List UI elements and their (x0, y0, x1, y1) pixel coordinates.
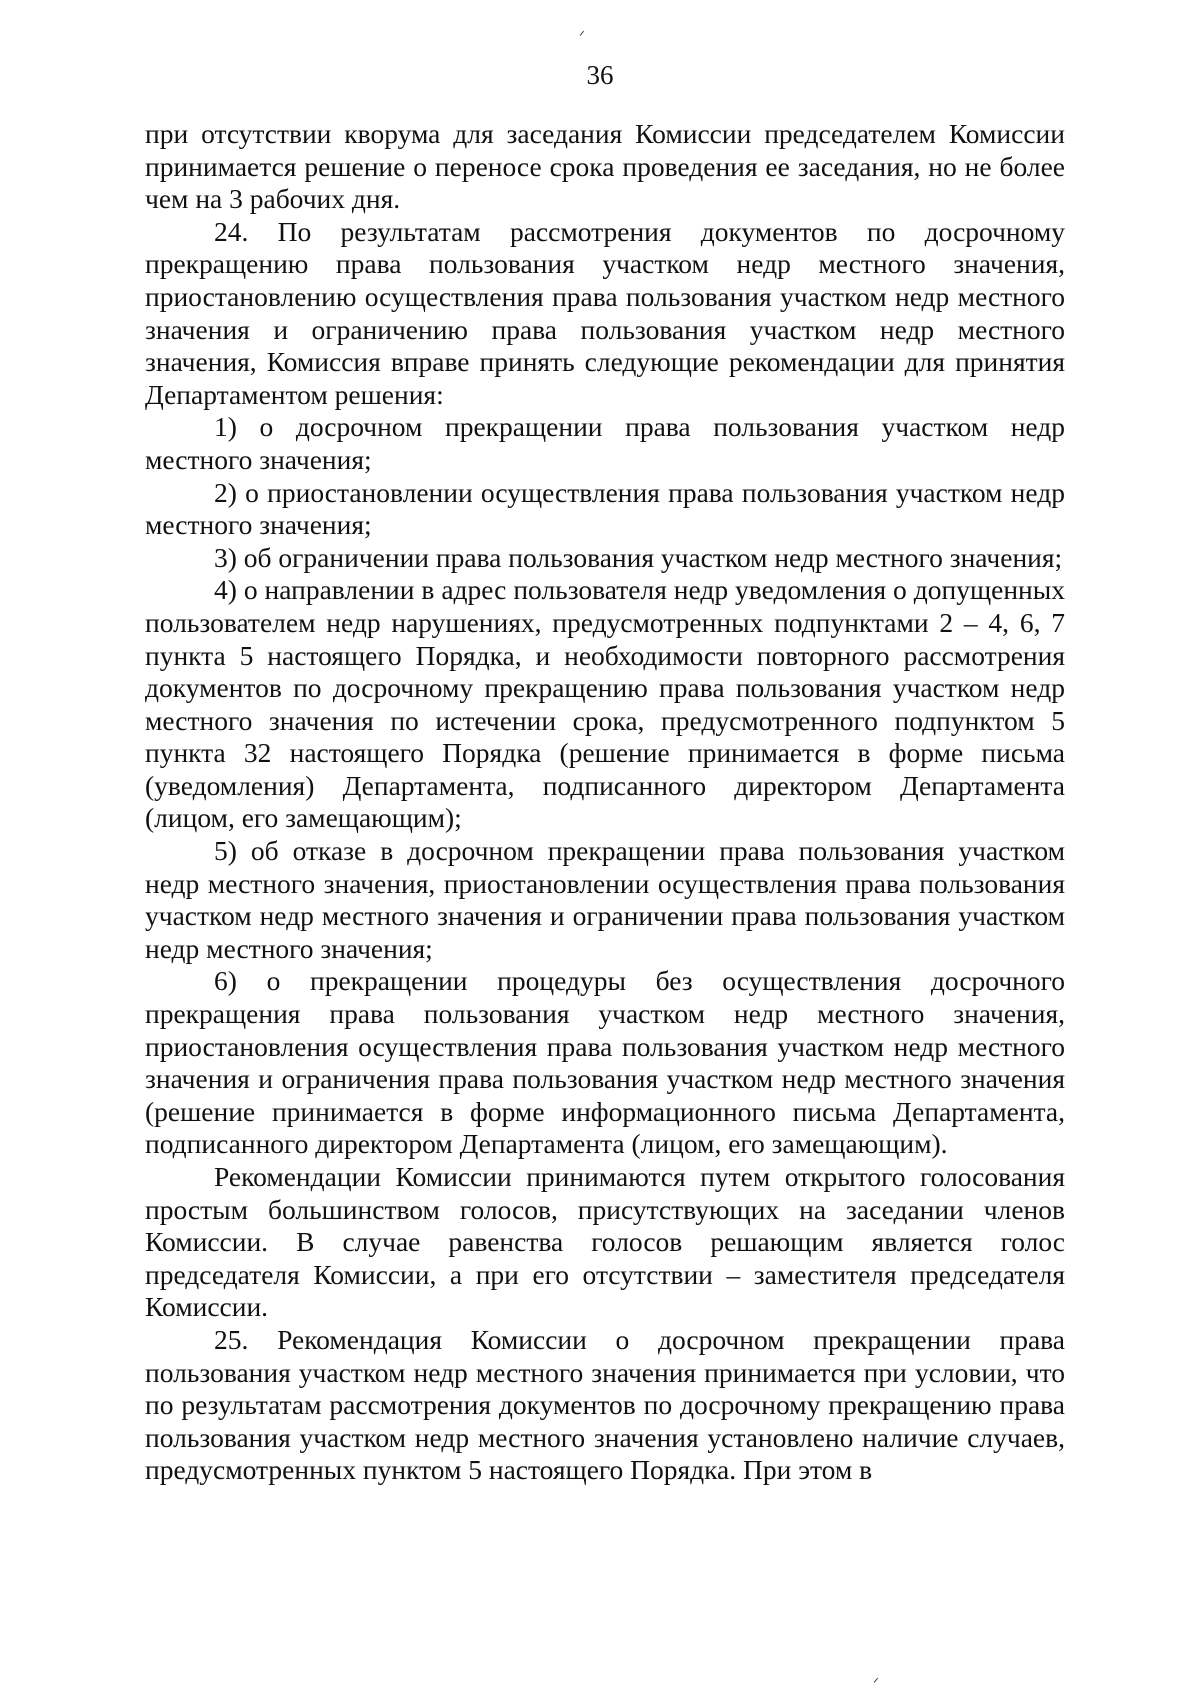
scan-mark: ᐟ (579, 29, 585, 45)
document-body (145, 118, 1065, 1487)
paragraph-continuation: при отсутствии кворума для заседания Комиссии председателем Комиссии принимается решение о переносе срока проведения ее заседания, но не более чем на 3 рабочих дня. (145, 118, 1065, 215)
list-item-6: 6) о прекращении процедуры без осуществления досрочного прекращения права пользования участком недр местного значения, приостановления осуществления права пользования участком недр местного значения и ограничения права пользования участком недр местного значения (решение принимается в форме информационного письма Департамента, подписанного директором Департамента (лицом, его замещающим). (145, 965, 1065, 1160)
list-item-4: 4) о направлении в адрес пользователя недр уведомления о допущенных пользователем недр нарушениях, предусмотренных подпунктами 2 – 4, 6, 7 пункта 5 настоящего Порядка, и необходимости повторного рассмотрения документов по досрочному прекращению права пользования участком недр местного значения по истечении срока, предусмотренного подпунктом 5 пункта 32 настоящего Порядка (решение принимается в форме письма (уведомления) Департамента, подписанного директором Департамента (лицом, его замещающим); (145, 574, 1065, 834)
page-number: 36 (586, 60, 614, 90)
list-item-2: 2) о приостановлении осуществления права пользования участком недр местного значения; (145, 476, 1065, 541)
list-item-3: 3) об ограничении права пользования участком недр местного значения; (214, 541, 1063, 573)
paragraph-item-24: 24. По результатам рассмотрения документов по досрочному прекращению права пользования участком недр местного значения, приостановлению осуществления права пользования участком недр местного значения и ограничению права пользования участком недр местного значения, Комиссия вправе принять следующие рекомендации для принятия Департаментом решения: (145, 215, 1065, 410)
paragraph-recommendations: Рекомендации Комиссии принимаются путем открытого голосования простым большинством голосов, присутствующих на заседании членов Комиссии. В случае равенства голосов решающим является голос председателя Комиссии, а при его отсутствии – заместителя председателя Комиссии. (145, 1161, 1065, 1323)
scan-mark: ᐟ (873, 1676, 879, 1692)
paragraph-item-25: 25. Рекомендация Комиссии о досрочном прекращении права пользования участком недр местного значения принимается при условии, что по результатам рассмотрения документов по досрочному прекращению права пользования участком недр местного значения установлено наличие случаев, предусмотренных пунктом 5 настоящего Порядка. При этом в (145, 1323, 1065, 1486)
list-item-5: 5) об отказе в досрочном прекращении права пользования участком недр местного значения, приостановлении осуществления права пользования участком недр местного значения и ограничении права пользования участком недр местного значения; (145, 835, 1065, 964)
list-item-1: 1) о досрочном прекращении права пользования участком недр местного значения; (145, 411, 1065, 475)
